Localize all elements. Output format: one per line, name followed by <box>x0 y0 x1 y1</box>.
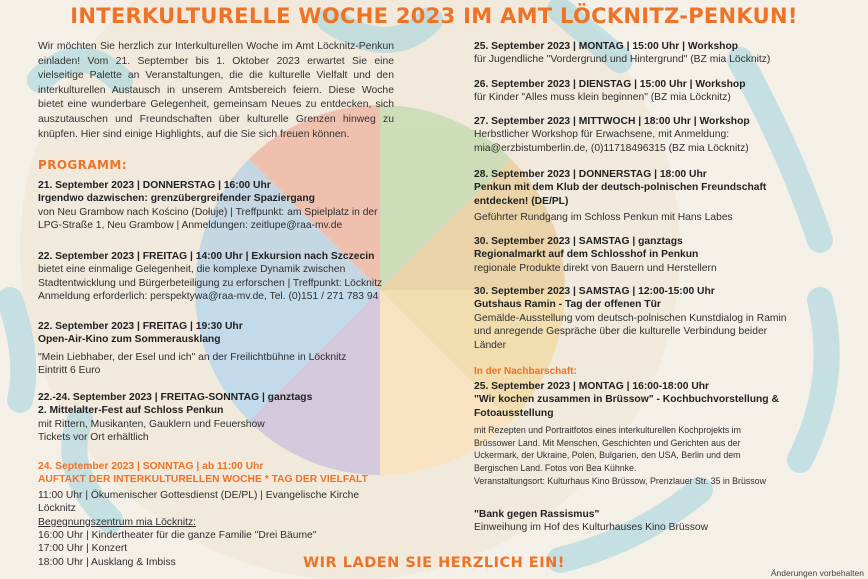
event-detail: Stadtentwicklung und Bürgerbeteiligung zu erforschen | Treffpunkt: Löcknitz <box>38 277 383 289</box>
programm-heading: PROGRAMM: <box>38 158 127 172</box>
event-detail: mit Rittern, Musikanten, Gauklern und Feuershow <box>38 418 265 430</box>
event-detail: mit Rezepten und Portraitfotos eines interkulturellen Kochprojekts im <box>474 425 741 436</box>
event-detail: 11:00 Uhr | Ökumenischer Gottesdienst (DE/PL) | Evangelische Kirche Löcknitz <box>38 489 360 515</box>
event-title: Irgendwo dazwischen: grenzübergreifender Spaziergang <box>38 193 315 205</box>
event-date: 28. September 2023 | DONNERSTAG | 18:00 Uhr <box>474 169 707 180</box>
event-detail: Geführter Rundgang im Schloss Penkun mit Hans Labes <box>474 212 733 224</box>
event-title: entdecken! (DE/PL) <box>474 195 569 207</box>
event-workshop-kinder <box>474 78 819 105</box>
event-detail: für Jugendliche "Vordergrund und Hintergrund" (BZ mia Löcknitz) <box>474 54 771 66</box>
event-detail: von Neu Grambow nach Kościno (Dołuje) | Treffpunkt: am Spielplatz in der <box>38 206 378 218</box>
event-detail: LPG-Straße 1, Neu Grambow | Anmeldungen: zeitlupe@raa-mv.de <box>38 220 343 232</box>
event-title: "Bank gegen Rassismus" <box>474 509 600 520</box>
event-auftakt <box>38 460 398 569</box>
invitation-footer: WIR LADEN SIE HERZLICH EIN! <box>303 555 565 571</box>
event-title: Regionalmarkt auf dem Schlosshof in Penkun <box>474 249 699 261</box>
event-bank-gegen-rassismus <box>474 508 819 535</box>
event-detail: mia@erzbistumberlin.de, (0)11718496315 (BZ mia Löcknitz) <box>474 142 749 154</box>
event-detail: Gemälde-Ausstellung vom deutsch-polnischen Kunstdialog in Ramin <box>474 312 787 324</box>
event-workshop-erwachsene <box>474 115 819 155</box>
event-title: 2. Mittelalter-Fest auf Schloss Penkun <box>38 405 224 417</box>
event-detail: Bergischen Land. Fotos von Bea Kühnke. <box>474 463 637 473</box>
event-exkursion <box>38 250 398 304</box>
event-detail: für Kinder "Alles muss klein beginnen" (BZ mia Löcknitz) <box>474 92 731 104</box>
event-detail: 18:00 Uhr | Ausklang & Imbiss <box>38 556 176 568</box>
event-penkun-klub <box>474 168 819 225</box>
event-mittelalter-fest <box>38 391 398 445</box>
event-detail: regionale Produkte direkt von Bauern und Herstellern <box>474 262 717 274</box>
event-date: 25. September 2023 | MONTAG | 16:00-18:00 Uhr <box>474 381 710 392</box>
event-title: Open-Air-Kino zum Sommerausklang <box>38 334 221 346</box>
event-detail: 17:00 Uhr | Konzert <box>38 543 128 555</box>
event-date: 24. September 2023 | SONNTAG | ab 11:00 Uhr <box>38 461 264 472</box>
event-detail: Uckermark, der Ukraine, Polen, Bulgarien, den USA, Berlin und dem <box>474 450 741 461</box>
event-detail: Eintritt 6 Euro <box>38 365 101 377</box>
event-date: 27. September 2023 | MITTWOCH | 18:00 Uhr | Workshop <box>474 116 750 127</box>
event-detail: Länder <box>474 339 507 351</box>
event-detail: und anregende Gespräche über die kulturelle Verbindung beider <box>474 326 768 338</box>
event-regionalmarkt <box>474 235 819 275</box>
event-title: Fotoausstellung <box>474 407 554 419</box>
event-detail: Anmeldung erforderlich: perspektywa@raa-mv.de, Tel. (0)151 / 271 783 94 <box>38 291 379 303</box>
event-detail: Veranstaltungsort: Kulturhaus Kino Brüssow, Prenzlauer Str. 35 in Brüssow <box>474 475 766 486</box>
event-date: 25. September 2023 | MONTAG | 15:00 Uhr | Workshop <box>474 41 739 52</box>
event-title: Gutshaus Ramin - Tag der offenen Tür <box>474 299 661 311</box>
event-title: AUFTAKT DER INTERKULTURELLEN WOCHE * TAG DER VIELFALT <box>38 474 368 486</box>
event-detail: Einweihung im Hof des Kulturhauses Kino Brüssow <box>474 522 709 534</box>
event-date: 22. September 2023 | FREITAG | 19:30 Uhr <box>38 321 243 332</box>
event-detail: Herbstlicher Workshop für Erwachsene, mit Anmeldung: <box>474 129 730 141</box>
event-detail: 16:00 Uhr | Kindertheater für die ganze Familie "Drei Bäume" <box>38 530 317 542</box>
event-kochbuch <box>474 380 819 487</box>
event-detail: "Mein Liebhaber, der Esel und ich" an der Freilichtbühne in Löcknitz <box>38 351 347 363</box>
nachbarschaft-section <box>474 365 819 378</box>
event-title: "Wir kochen zusammen in Brüssow" - Kochbuchvorstellung & <box>474 394 779 406</box>
event-detail: Brüssower Land. Mit Menschen, Geschichten und Gerichten aus der <box>474 437 741 448</box>
event-date: 26. September 2023 | DIENSTAG | 15:00 Uhr | Workshop <box>474 79 746 90</box>
event-workshop-jugendliche <box>474 40 819 67</box>
event-date: 22.-24. September 2023 | FREITAG-SONNTAG | ganztags <box>38 392 313 403</box>
event-date: 21. September 2023 | DONNERSTAG | 16:00 Uhr <box>38 180 271 191</box>
event-detail: bietet eine einmalige Gelegenheit, die komplexe Dynamik zwischen <box>38 264 346 276</box>
event-venue: Begegnungszentrum mia Löcknitz: <box>38 516 196 528</box>
event-date: 30. September 2023 | SAMSTAG | 12:00-15:00 Uhr <box>474 286 715 297</box>
event-title: Penkun mit dem Klub der deutsch-polnischen Freundschaft <box>474 182 767 194</box>
footnote: Änderungen vorbehalten <box>770 568 864 578</box>
event-gutshaus-ramin <box>474 285 819 352</box>
event-date: 22. September 2023 | FREITAG | 14:00 Uhr | Exkursion nach Szczecin <box>38 251 375 262</box>
event-date: 30. September 2023 | SAMSTAG | ganztags <box>474 236 683 247</box>
poster-title: INTERKULTURELLE WOCHE 2023 IM AMT LÖCKNITZ-PENKUN! <box>70 4 798 28</box>
intro-text: Wir möchten Sie herzlich zur Interkulturellen Woche im Amt Löcknitz-Penkun einladen! Vom 21. September bis 1. Oktober 2023 erwartet Sie eine vielseitige Palette an Veranstaltungen, die die kulturelle Vielfalt und den interkulturellen Austausch in unserem Amtsbereich feiern. Diese Woche bietet eine wunderbare Gelegenheit, gemeinsam Neues zu entdecken, sich auszutauschen und Freundschaften über kulturelle Grenzen hinweg zu knüpfen. Hier sind einige Highlights, auf die Sie sich freuen können. <box>38 41 394 140</box>
nachbarschaft-heading: In der Nachbarschaft: <box>474 366 577 377</box>
event-detail: Tickets vor Ort erhältlich <box>38 432 149 444</box>
event-spaziergang <box>38 179 398 233</box>
event-open-air-kino <box>38 320 398 378</box>
